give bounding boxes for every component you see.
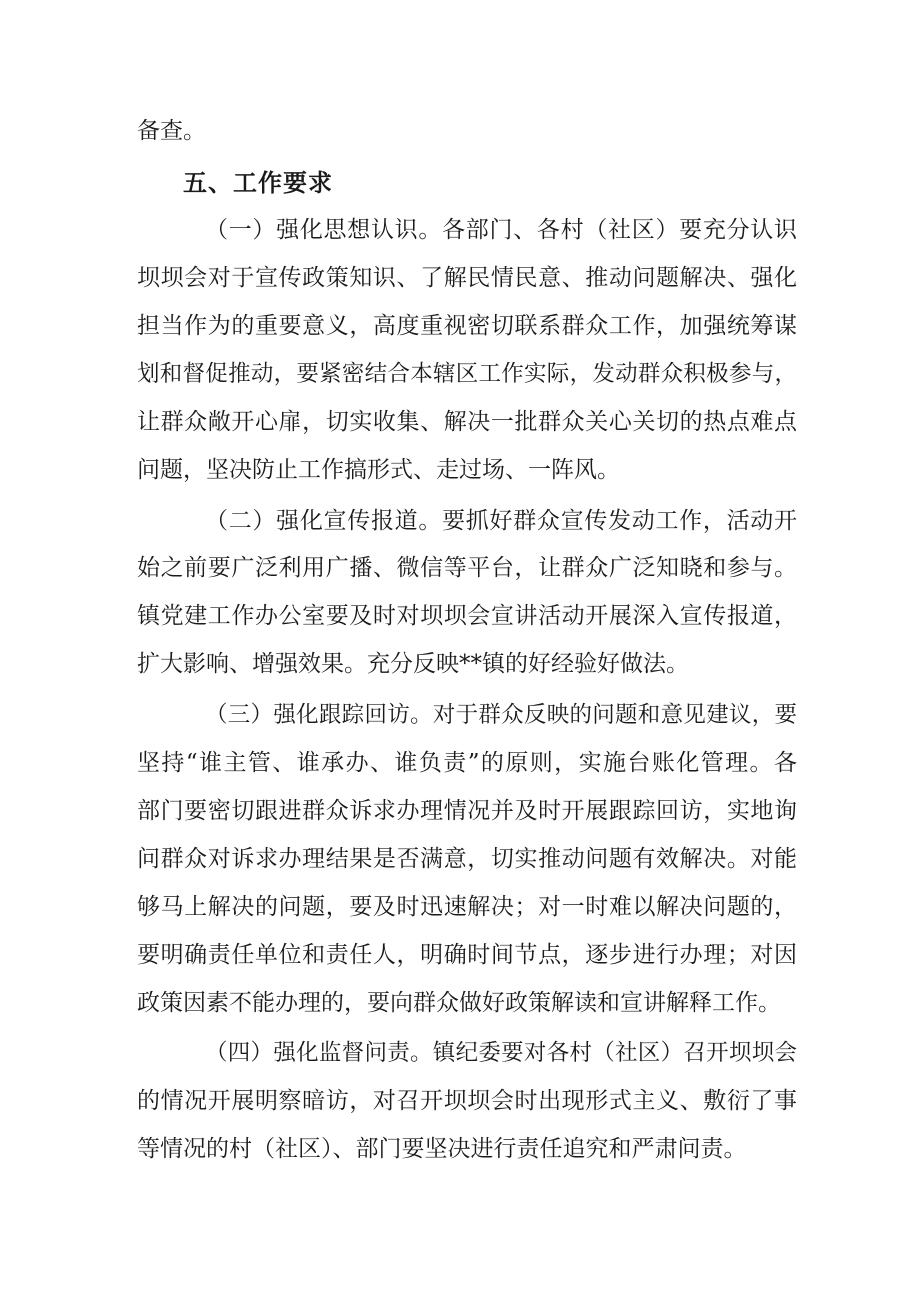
- paragraph-line: 政策因素不能办理的，要向群众做好政策解读和宣讲解释工作。: [137, 990, 781, 1016]
- paragraph-line: （一）强化思想认识。各部门、各村（社区）要充分认识: [205, 217, 797, 243]
- paragraph-line: 镇党建工作办公室要及时对坝坝会宣讲活动开展深入宣传报道，: [137, 603, 797, 629]
- paragraph-line: 要明确责任单位和责任人，明确时间节点，逐步进行办理；对因: [137, 942, 797, 968]
- paragraph-line: 扩大影响、增强效果。充分反映**镇的好经验好做法。: [137, 651, 689, 677]
- paragraph-line: 问题，坚决防止工作搞形式、走过场、一阵风。: [137, 457, 620, 483]
- paragraph-line: 够马上解决的问题，要及时迅速解决；对一时难以解决问题的，: [137, 894, 797, 920]
- paragraph-line: 坚持“谁主管、谁承办、谁负责”的原则，实施台账化管理。各: [137, 750, 797, 776]
- paragraph-line: （三）强化跟踪回访。对于群众反映的问题和意见建议，要: [205, 702, 797, 728]
- paragraph-line: 等情况的村（社区）、部门要坚决进行责任追究和严肃问责。: [137, 1136, 747, 1162]
- paragraph-line: 问群众对诉求办理结果是否满意，切实推动问题有效解决。对能: [137, 846, 797, 872]
- paragraph-line: 让群众敞开心扉，切实收集、解决一批群众关心关切的热点难点: [137, 409, 797, 435]
- section-heading: 五、工作要求: [183, 169, 333, 197]
- paragraph-line: （四）强化监督问责。镇纪委要对各村（社区）召开坝坝会: [205, 1040, 797, 1066]
- continuation-text: 备查。: [137, 118, 206, 144]
- paragraph-line: （二）强化宣传报道。要抓好群众宣传发动工作，活动开: [205, 508, 797, 534]
- paragraph-line: 部门要密切跟进群众诉求办理情况并及时开展跟踪回访，实地询: [137, 798, 797, 824]
- paragraph-line: 始之前要广泛利用广播、微信等平台，让群众广泛知晓和参与。: [137, 555, 797, 581]
- paragraph-line: 担当作为的重要意义，高度重视密切联系群众工作，加强统筹谋: [137, 313, 797, 339]
- paragraph-line: 坝坝会对于宣传政策知识、了解民情民意、推动问题解决、强化: [137, 265, 797, 291]
- paragraph-line: 划和督促推动，要紧密结合本辖区工作实际，发动群众积极参与，: [137, 361, 797, 387]
- paragraph-line: 的情况开展明察暗访，对召开坝坝会时出现形式主义、敷衍了事: [137, 1088, 797, 1114]
